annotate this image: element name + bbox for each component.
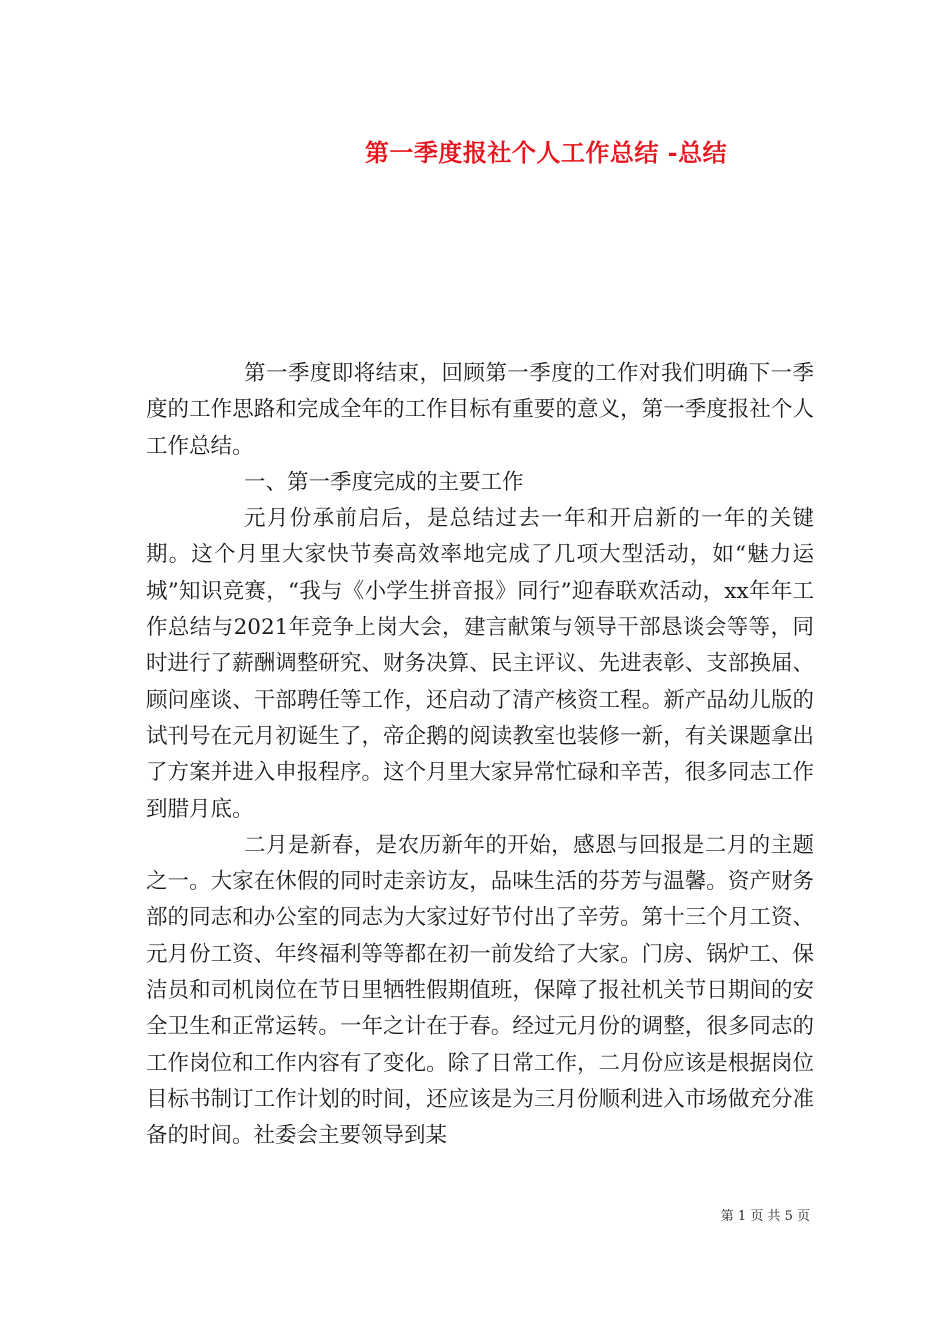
intro-paragraph: 第一季度即将结束，回顾第一季度的工作对我们明确下一季度的工作思路和完成全年的工作目标有重要的意义，第一季度报社个人工作总结。 — [146, 361, 814, 459]
page-number-footer: 第 1 页 共 5 页 — [720, 1209, 810, 1224]
document-body — [146, 356, 814, 1155]
january-paragraph: 元月份承前启后，是总结过去一年和开启新的一年的关键期。这个月里大家快节奏高效率地完成了几项大型活动，如“魅力运城”知识竞赛，“我与《小学生拼音报》同行”迎春联欢活动，xx年年工作总结与2021年竞争上岗大会，建言献策与领导干部恳谈会等等，同时进行了薪酬调整研究、财务决算、民主评议、先进表彰、支部换届、顾问座谈、干部聘任等工作，还启动了清产核资工程。新产品幼儿版的试刊号在元月初诞生了，帝企鹅的阅读教室也装修一新，有关课题拿出了方案并进入申报程序。这个月里大家异常忙碌和辛苦，很多同志工作到腊月底。 — [146, 506, 814, 822]
document-title: 第一季度报社个人工作总结 -总结 — [364, 138, 728, 167]
section-heading: 一、第一季度完成的主要工作 — [244, 469, 524, 495]
february-paragraph: 二月是新春，是农历新年的开始，感恩与回报是二月的主题之一。大家在休假的同时走亲访友，品味生活的芬芳与温馨。资产财务部的同志和办公室的同志为大家过好节付出了辛劳。第十三个月工资、元月份工资、年终福利等等都在初一前发给了大家。门房、锅炉工、保洁员和司机岗位在节日里牺牲假期值班，保障了报社机关节日期间的安全卫生和正常运转。一年之计在于春。经过元月份的调整，很多同志的工作岗位和工作内容有了变化。除了日常工作，二月份应该是根据岗位目标书制订工作计划的时间，还应该是为三月份顺利进入市场做充分准备的时间。社委会主要领导到某 — [146, 832, 814, 1149]
